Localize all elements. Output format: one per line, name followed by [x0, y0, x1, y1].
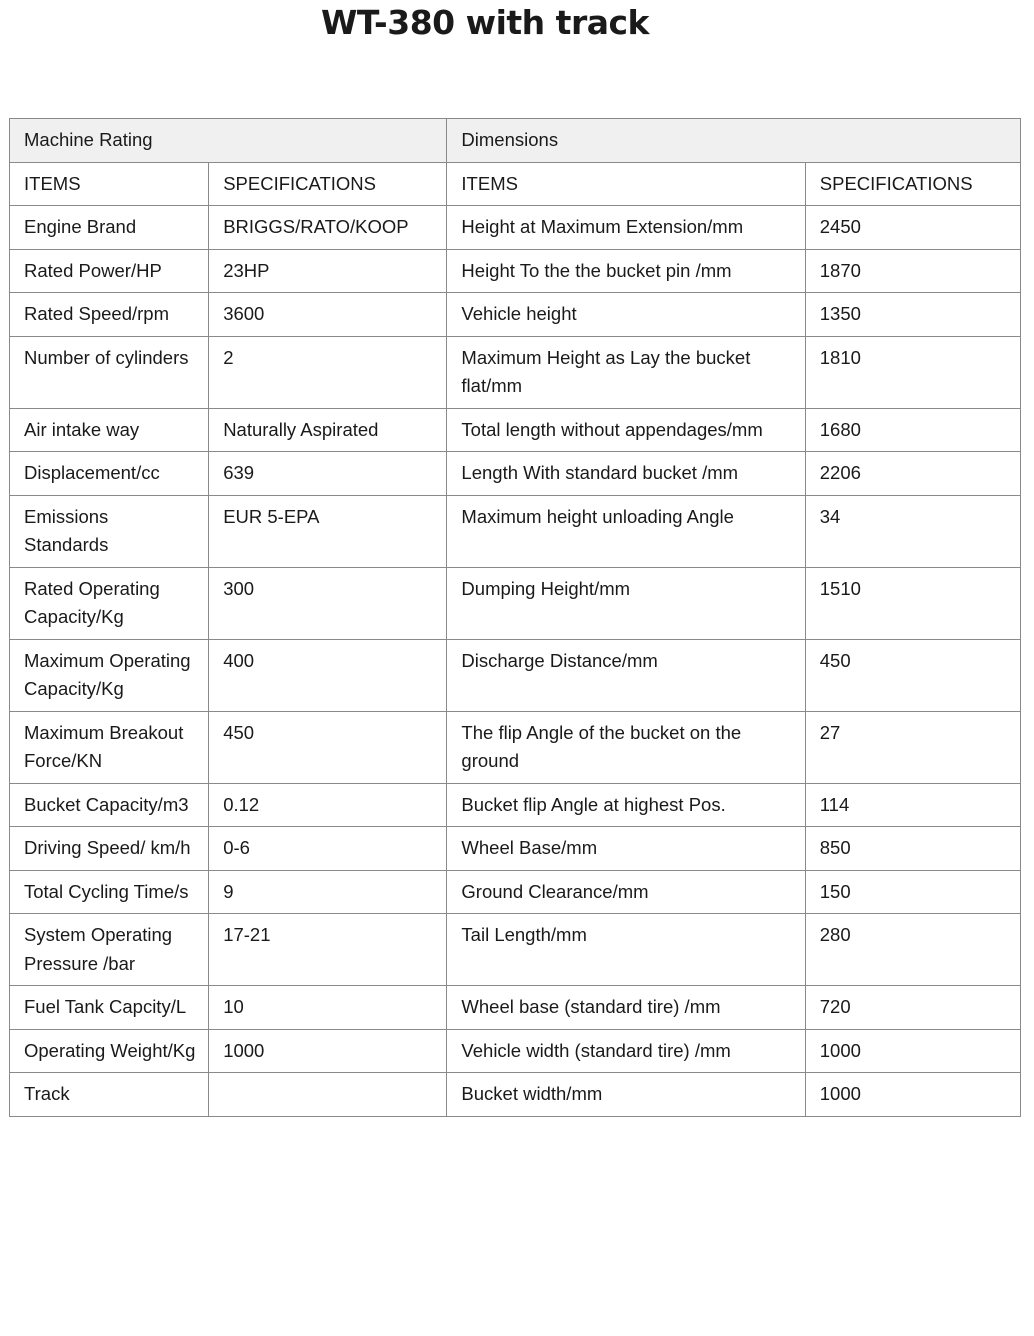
- table-row: [10, 336, 1021, 408]
- item-right-cell: Height To the the bucket pin /mm: [447, 249, 805, 293]
- spec-right-cell: 450: [805, 639, 1020, 711]
- item-left-cell: Maximum Breakout Force/KN: [10, 711, 209, 783]
- spec-left-cell: 10: [209, 986, 447, 1030]
- item-right-cell: Vehicle width (standard tire) /mm: [447, 1029, 805, 1073]
- table-row: [10, 206, 1021, 250]
- item-left-cell: Rated Power/HP: [10, 249, 209, 293]
- table-row: [10, 986, 1021, 1030]
- spec-right-cell: 2450: [805, 206, 1020, 250]
- table-row: [10, 1029, 1021, 1073]
- spec-left-cell: 0-6: [209, 827, 447, 871]
- item-left-cell: Maximum Operating Capacity/Kg: [10, 639, 209, 711]
- spec-right-cell: 280: [805, 914, 1020, 986]
- spec-right-cell: 1000: [805, 1073, 1020, 1117]
- item-left-cell: Fuel Tank Capcity/L: [10, 986, 209, 1030]
- spec-left-cell: 3600: [209, 293, 447, 337]
- table-row: [10, 914, 1021, 986]
- item-right-cell: Discharge Distance/mm: [447, 639, 805, 711]
- item-left-cell: Total Cycling Time/s: [10, 870, 209, 914]
- spec-left-cell: BRIGGS/RATO/KOOP: [209, 206, 447, 250]
- item-right-cell: The flip Angle of the bucket on the ground: [447, 711, 805, 783]
- spec-left-cell: EUR 5-EPA: [209, 495, 447, 567]
- item-right-cell: Wheel Base/mm: [447, 827, 805, 871]
- column-header-items-right: ITEMS: [447, 162, 805, 206]
- table-row: [10, 711, 1021, 783]
- spec-left-cell: 400: [209, 639, 447, 711]
- spec-right-cell: 150: [805, 870, 1020, 914]
- item-left-cell: Rated Operating Capacity/Kg: [10, 567, 209, 639]
- item-right-cell: Vehicle height: [447, 293, 805, 337]
- table-row: [10, 567, 1021, 639]
- section-machine-rating: Machine Rating: [10, 119, 447, 163]
- spec-left-cell: 450: [209, 711, 447, 783]
- item-right-cell: Bucket flip Angle at highest Pos.: [447, 783, 805, 827]
- item-left-cell: Emissions Standards: [10, 495, 209, 567]
- item-right-cell: Total length without appendages/mm: [447, 408, 805, 452]
- table-row: [10, 827, 1021, 871]
- item-left-cell: Number of cylinders: [10, 336, 209, 408]
- table-row: [10, 249, 1021, 293]
- item-left-cell: Driving Speed/ km/h: [10, 827, 209, 871]
- spec-left-cell: 1000: [209, 1029, 447, 1073]
- table-row: [10, 639, 1021, 711]
- page-title: WT-380 with track: [320, 3, 649, 42]
- item-right-cell: Dumping Height/mm: [447, 567, 805, 639]
- spec-left-cell: [209, 1073, 447, 1117]
- item-right-cell: Tail Length/mm: [447, 914, 805, 986]
- table-row: [10, 495, 1021, 567]
- column-header-row: [10, 162, 1021, 206]
- item-left-cell: Displacement/cc: [10, 452, 209, 496]
- item-right-cell: Maximum height unloading Angle: [447, 495, 805, 567]
- item-right-cell: Wheel base (standard tire) /mm: [447, 986, 805, 1030]
- table-row: [10, 293, 1021, 337]
- item-left-cell: System Operating Pressure /bar: [10, 914, 209, 986]
- spec-left-cell: 639: [209, 452, 447, 496]
- item-left-cell: Operating Weight/Kg: [10, 1029, 209, 1073]
- item-left-cell: Track: [10, 1073, 209, 1117]
- spec-table: [9, 118, 1021, 1117]
- spec-right-cell: 2206: [805, 452, 1020, 496]
- item-left-cell: Bucket Capacity/m3: [10, 783, 209, 827]
- spec-left-cell: Naturally Aspirated: [209, 408, 447, 452]
- spec-left-cell: 0.12: [209, 783, 447, 827]
- item-left-cell: Air intake way: [10, 408, 209, 452]
- spec-right-cell: 1810: [805, 336, 1020, 408]
- spec-right-cell: 1870: [805, 249, 1020, 293]
- column-header-specs-right: SPECIFICATIONS: [805, 162, 1020, 206]
- item-right-cell: Maximum Height as Lay the bucket flat/mm: [447, 336, 805, 408]
- spec-left-cell: 9: [209, 870, 447, 914]
- table-row: [10, 1073, 1021, 1117]
- table-row: [10, 783, 1021, 827]
- column-header-specs-left: SPECIFICATIONS: [209, 162, 447, 206]
- item-right-cell: Bucket width/mm: [447, 1073, 805, 1117]
- spec-right-cell: 34: [805, 495, 1020, 567]
- item-right-cell: Height at Maximum Extension/mm: [447, 206, 805, 250]
- spec-right-cell: 850: [805, 827, 1020, 871]
- item-right-cell: Ground Clearance/mm: [447, 870, 805, 914]
- spec-right-cell: 27: [805, 711, 1020, 783]
- spec-left-cell: 2: [209, 336, 447, 408]
- spec-right-cell: 1350: [805, 293, 1020, 337]
- item-left-cell: Rated Speed/rpm: [10, 293, 209, 337]
- section-dimensions: Dimensions: [447, 119, 1021, 163]
- item-left-cell: Engine Brand: [10, 206, 209, 250]
- spec-left-cell: 23HP: [209, 249, 447, 293]
- spec-right-cell: 1000: [805, 1029, 1020, 1073]
- spec-right-cell: 114: [805, 783, 1020, 827]
- spec-left-cell: 300: [209, 567, 447, 639]
- table-row: [10, 452, 1021, 496]
- table-row: [10, 408, 1021, 452]
- item-right-cell: Length With standard bucket /mm: [447, 452, 805, 496]
- column-header-items-left: ITEMS: [10, 162, 209, 206]
- section-header-row: [10, 119, 1021, 163]
- spec-right-cell: 1510: [805, 567, 1020, 639]
- spec-right-cell: 720: [805, 986, 1020, 1030]
- spec-left-cell: 17-21: [209, 914, 447, 986]
- table-row: [10, 870, 1021, 914]
- spec-right-cell: 1680: [805, 408, 1020, 452]
